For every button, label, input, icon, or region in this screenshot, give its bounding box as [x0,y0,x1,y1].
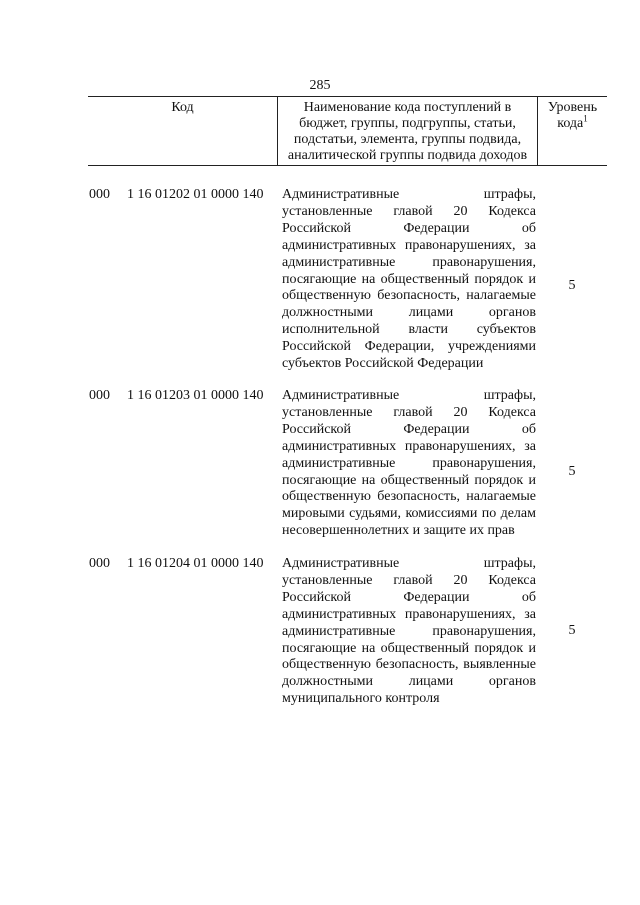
code-description: Административные штрафы, установленные главой 20 Кодекса Российской Федерации об административных правонарушениях, за административные правонарушения, посягающие на общественный порядок и общественную безопасность, налагаемые должностными лицами органов исполнительной власти субъектов Российской Федерации, учреждениями субъектов Российской Федерации [282,187,536,372]
code-level: 5 [568,464,576,479]
code-description: Административные штрафы, установленные главой 20 Кодекса Российской Федерации об административных правонарушениях, за административные правонарушения, посягающие на общественный порядок и общественную безопасность, налагаемые мировыми судьями, комиссиями по делам несовершеннолетних и защите их прав [282,388,536,539]
header-code [88,97,278,165]
header-level-footnote: 1 [583,113,588,124]
header-name-label: Наименование кода поступлений в бюджет, группы, подгруппы, статьи, подстатьи, элемента, группы подвида, аналитической группы подвида доходов [287,100,528,163]
admin-code: 000 [89,388,110,403]
admin-code: 000 [89,556,110,571]
header-name [278,97,538,165]
budget-code: 1 16 01202 01 0000 140 [127,187,264,202]
header-level [538,97,607,165]
code-level: 5 [568,278,576,293]
budget-code: 1 16 01204 01 0000 140 [127,556,264,571]
admin-code: 000 [89,187,110,202]
header-code-label: Код [171,100,194,115]
code-level: 5 [568,623,576,638]
code-description: Административные штрафы, установленные главой 20 Кодекса Российской Федерации об административных правонарушениях, за административные правонарушения, посягающие на общественный порядок и общественную безопасность, выявленные должностными лицами органов муниципального контроля [282,556,536,707]
budget-code: 1 16 01203 01 0000 140 [127,388,264,403]
header-level-label: Уровень кода [547,100,598,131]
table-header [88,96,607,166]
page-number: 285 [309,78,331,93]
